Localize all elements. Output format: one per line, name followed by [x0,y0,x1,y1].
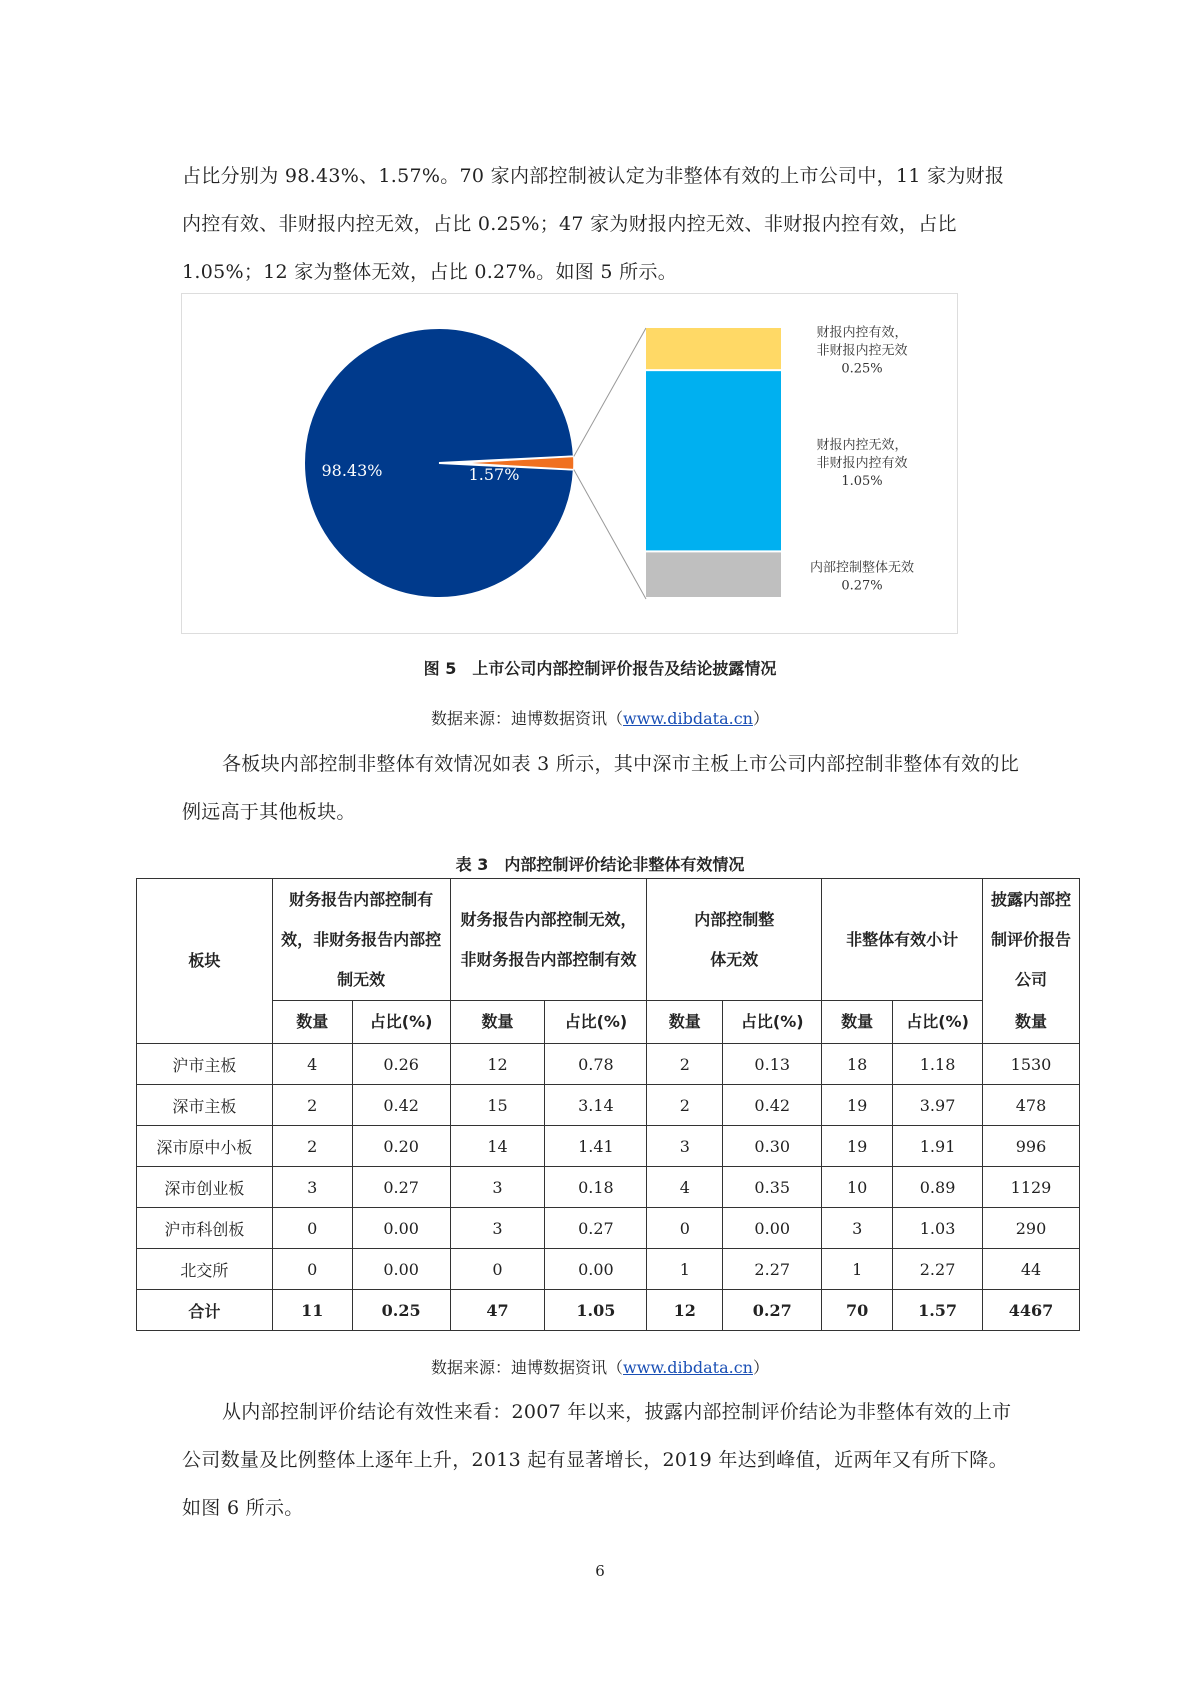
cell-value: 478 [983,1085,1080,1126]
cell-board: 沪市主板 [137,1044,273,1085]
cell-value: 19 [822,1126,893,1167]
header-board: 板块 [137,879,273,1044]
header-count: 数量 [272,1001,352,1044]
source-label: 数据来源：迪博数据资讯（ [430,709,623,728]
table-row [137,1044,1080,1085]
segment-name: 非财报内控有效 [816,455,908,471]
segment-label: 0.25% [841,361,883,377]
pie-label: 1.57% [468,465,520,484]
cell-value: 0 [272,1208,352,1249]
cell-value: 12 [647,1290,723,1331]
cell-board: 深市主板 [137,1085,273,1126]
segment-name: 财报内控无效， [816,437,908,453]
cell-value: 1530 [983,1044,1080,1085]
table-row [137,1126,1080,1167]
cell-value: 0 [272,1249,352,1290]
cell-board: 合计 [137,1290,273,1331]
cell-value: 1.41 [545,1126,647,1167]
cell-value: 2 [272,1126,352,1167]
table-row [137,1249,1080,1290]
cell-value: 3 [822,1208,893,1249]
cell-value: 1 [647,1249,723,1290]
cell-value: 15 [450,1085,545,1126]
cell-value: 0 [647,1208,723,1249]
cell-board: 深市创业板 [137,1167,273,1208]
cell-value: 14 [450,1126,545,1167]
cell-value: 1.03 [893,1208,983,1249]
pie-label: 98.43% [321,461,383,480]
cell-value: 0.00 [352,1249,450,1290]
figure-5-chart [181,293,958,634]
page-number: 6 [595,1562,605,1580]
cell-value: 0.00 [545,1249,647,1290]
data-source [0,706,1200,729]
header-group: 财务报告内部控制有效，非财务报告内部控制无效 [272,879,450,1001]
chart-svg [182,294,957,633]
cell-value: 0.25 [352,1290,450,1331]
cell-value: 0.42 [723,1085,822,1126]
table-row [137,1167,1080,1208]
cell-value: 3 [272,1167,352,1208]
cell-value: 0.26 [352,1044,450,1085]
table-row [137,1290,1080,1331]
cell-value: 18 [822,1044,893,1085]
header-ratio: 占比(%) [893,1001,983,1044]
data-source [0,1355,1200,1378]
cell-board: 深市原中小板 [137,1126,273,1167]
cell-value: 0 [450,1249,545,1290]
cell-value: 2.27 [893,1249,983,1290]
header-ratio: 占比(%) [352,1001,450,1044]
connector-line [574,328,646,456]
cell-value: 0.13 [723,1044,822,1085]
cell-value: 996 [983,1126,1080,1167]
cell-value: 0.18 [545,1167,647,1208]
header-group: 披露内部控制评价报告公司 [983,879,1080,1001]
cell-value: 2 [272,1085,352,1126]
cell-value: 1.05 [545,1290,647,1331]
bar-segment [646,371,781,550]
table-3 [136,878,1080,1331]
cell-value: 2 [647,1085,723,1126]
source-label: 数据来源：迪博数据资讯（ [430,1358,623,1377]
cell-value: 1 [822,1249,893,1290]
paragraph: 占比分别为 98.43%、1.57%。70 家内部控制被认定为非整体有效的上市公司中，11 家为财报内控有效、非财报内控无效，占比 0.25%；47 家为财报内控无效、非财报内控有效，占比 1.05%；12 家为整体无效，占比 0.27%。如图 5 所示。 [182,165,1005,283]
bar-segment [646,552,781,597]
cell-value: 19 [822,1085,893,1126]
cell-board: 沪市科创板 [137,1208,273,1249]
header-count: 数量 [983,1001,1080,1044]
cell-value: 70 [822,1290,893,1331]
segment-name: 内部控制整体无效 [809,560,915,576]
segment-label: 1.05% [841,473,883,489]
header-ratio: 占比(%) [545,1001,647,1044]
cell-value: 0.27 [723,1290,822,1331]
cell-value: 4467 [983,1290,1080,1331]
paragraph: 各板块内部控制非整体有效情况如表 3 所示，其中深市主板上市公司内部控制非整体有效的比例远高于其他板块。 [182,753,1020,823]
cell-value: 3 [647,1126,723,1167]
cell-board: 北交所 [137,1249,273,1290]
cell-value: 47 [450,1290,545,1331]
source-close: ） [752,709,769,728]
connector-line [574,470,646,599]
cell-value: 0.89 [893,1167,983,1208]
segment-label: 0.27% [841,578,883,594]
table-caption: 表 3 内部控制评价结论非整体有效情况 [455,855,745,874]
cell-value: 0.30 [723,1126,822,1167]
header-group: 非整体有效小计 [822,879,983,1001]
paragraph: 从内部控制评价结论有效性来看：2007 年以来，披露内部控制评价结论为非整体有效的上市公司数量及比例整体上逐年上升，2013 起有显著增长，2019 年达到峰值，近两年又有所下降。如图 6 所示。 [182,1401,1012,1519]
segment-name: 非财报内控无效 [816,343,908,359]
cell-value: 3.14 [545,1085,647,1126]
header-count: 数量 [647,1001,723,1044]
cell-value: 3 [450,1167,545,1208]
table-row [137,1085,1080,1126]
cell-value: 0.27 [545,1208,647,1249]
source-link[interactable]: www.dibdata.cn [623,709,753,728]
source-close: ） [752,1358,769,1377]
cell-value: 10 [822,1167,893,1208]
cell-value: 0.00 [723,1208,822,1249]
header-group: 财务报告内部控制无效，非财务报告内部控制有效 [450,879,647,1001]
cell-value: 290 [983,1208,1080,1249]
cell-value: 0.20 [352,1126,450,1167]
header-group: 内部控制整体无效 [647,879,822,1001]
source-link[interactable]: www.dibdata.cn [623,1358,753,1377]
cell-value: 2.27 [723,1249,822,1290]
bar-segment [646,328,781,369]
segment-name: 财报内控有效， [816,325,908,341]
figure-caption: 图 5 上市公司内部控制评价报告及结论披露情况 [423,659,777,678]
cell-value: 4 [272,1044,352,1085]
cell-value: 0.42 [352,1085,450,1126]
header-count: 数量 [822,1001,893,1044]
cell-value: 3.97 [893,1085,983,1126]
cell-value: 1.91 [893,1126,983,1167]
cell-value: 1129 [983,1167,1080,1208]
cell-value: 0.27 [352,1167,450,1208]
cell-value: 1.18 [893,1044,983,1085]
cell-value: 11 [272,1290,352,1331]
cell-value: 0.78 [545,1044,647,1085]
cell-value: 0.35 [723,1167,822,1208]
cell-value: 2 [647,1044,723,1085]
cell-value: 4 [647,1167,723,1208]
cell-value: 3 [450,1208,545,1249]
cell-value: 1.57 [893,1290,983,1331]
header-count: 数量 [450,1001,545,1044]
table-row [137,1208,1080,1249]
cell-value: 12 [450,1044,545,1085]
header-ratio: 占比(%) [723,1001,822,1044]
cell-value: 44 [983,1249,1080,1290]
cell-value: 0.00 [352,1208,450,1249]
